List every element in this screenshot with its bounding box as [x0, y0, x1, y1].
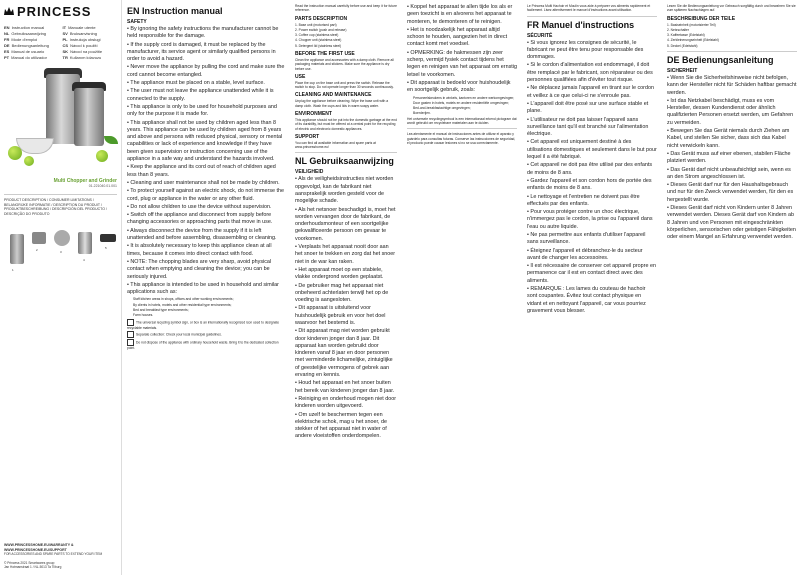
- language-code: NL: [4, 31, 10, 36]
- language-label: Bruksanvisning: [69, 31, 97, 36]
- language-code: TR: [62, 55, 68, 60]
- restriction-notice: PRODUCT DESCRIPTION / CONSUMER LIMITATIONS / BELANGRIJKE INFORMATIE / DESCRIPTION DU PRODUIT / PRODUKTBESCHREIBUNG / DESCRIPCIÓN DEL PRODUCTO / DESCRIÇÃO DO PRODUTO: [4, 194, 117, 216]
- leaf-icon: [104, 136, 118, 144]
- safety-item: • The appliance must be placed on a stable, level surface.: [127, 80, 285, 87]
- language-item: [63, 43, 118, 48]
- safety-item: • Houd het apparaat en het snoer buiten het bereik van kinderen jonger dan 8 jaar.: [295, 380, 397, 395]
- symbol-note: Do not dispose of the appliance with ordinary household waste. Bring it to the dedicated collection point.: [127, 340, 279, 350]
- nl-safety-list: [295, 176, 397, 440]
- language-item: [63, 49, 118, 54]
- nl-continued-column: [402, 0, 522, 575]
- part-item: 1. Basiseinheit (motorisierter Teil): [667, 22, 716, 27]
- usage-item: Farm houses.: [133, 313, 154, 318]
- parts-diagram: [4, 224, 117, 284]
- fr-heading: SÉCURITÉ: [527, 32, 553, 39]
- part-label: 5: [105, 246, 107, 251]
- recycle-icon: [127, 331, 134, 338]
- usage-item: By clients in hotels, motels and other residential type environments;: [133, 302, 232, 307]
- safety-item: • Éteignez l'appareil et débranchez-le du secteur avant de changer les accessoires.: [527, 248, 657, 263]
- safety-item: • Das Gerät darf nicht unbeaufsichtigt sein, wenn es an den Strom angeschlossen ist.: [667, 167, 797, 182]
- en-use-text: Place the cup on the base unit and press the switch. Release the switch to stop. Do not operate longer than 30 seconds continuously.: [295, 80, 394, 90]
- part-item: 3. Kaffeetasse (Edelstahl): [667, 33, 705, 38]
- safety-item: • Switch off the appliance and disconnect from supply before changing accessories or approaching parts that move in use.: [127, 212, 285, 227]
- safety-item: • De gebruiker mag het apparaat niet onbeheerd achterlaten terwijl het op de voeding is aangesloten.: [295, 283, 397, 305]
- safety-item: • L'appareil doit être posé sur une surface stable et plane.: [527, 101, 657, 116]
- en-title: EN Instruction manual: [127, 6, 223, 16]
- safety-item: • Do not allow children to use the device without supervision.: [127, 204, 285, 211]
- language-item: [63, 55, 118, 60]
- footer-address: Jan Hotmanstraat 1 / NL-5013 Ta Tilburg: [4, 564, 62, 569]
- language-code: EN: [4, 25, 10, 30]
- safety-item: • Le nettoyage et l'entretien ne doivent pas être effectués par des enfants.: [527, 194, 657, 209]
- usage-item: Door gasten in hotels, motels en andere residentiële omgevingen;: [413, 100, 510, 105]
- language-label: Manuale utente: [68, 25, 96, 30]
- safety-item: • Always disconnect the device from the supply if it is left unattended and before assembling, disassembling or cleaning.: [127, 228, 285, 243]
- language-code: FR: [4, 37, 10, 42]
- part-cup-icon: [32, 232, 46, 244]
- safety-item: • This appliance shall not be used by children aged less than 8 years. This appliance can be used by children aged from 8 years and above and persons with reduced physical, sensory or mental capabilities or lack of experience and knowledge if they have been given supervision or instruction concerning use of the appliance in a safe way and understand the hazards involved.: [127, 120, 285, 164]
- part-label: 4: [83, 258, 85, 263]
- safety-item: • L'utilisateur ne doit pas laisser l'appareil sans surveillance tant qu'il est branché sur l'alimentation électrique.: [527, 117, 657, 139]
- language-label: Manual de usuario: [11, 49, 45, 54]
- safety-item: • Ist das Netzkabel beschädigt, muss es vom Hersteller, dessen Kundendienst oder ähnlich qualifizierten Personen ersetzt werden, um Gefahren zu vermeiden.: [667, 98, 797, 127]
- language-label: Návod k použití: [70, 43, 98, 48]
- fr-intro-text: Le Princess Multi Hachoir et Moulin vous aide à préparer vos aliments rapidement et facilement. Lisez attentivement le manuel d'instructions avant utilisation.: [527, 4, 651, 13]
- part-item: 4. Zerkleinerungseinheit (Edelstahl): [667, 38, 719, 43]
- divider: [407, 128, 517, 129]
- language-code: PT: [4, 55, 10, 60]
- recycle-icon: [127, 339, 134, 346]
- safety-item: • Pour vous protéger contre un choc électrique, n'immergez pas le cordon, la prise ou l'appareil dans l'eau ou autre liquide.: [527, 209, 657, 231]
- cover-column: [0, 0, 122, 575]
- chopper-body-icon: [74, 88, 104, 146]
- safety-item: • REMARQUE : Les lames du couteau de hachoir sont coupantes. Évitez tout contact physique en vidant et en nettoyant l'appareil, car vous pourriez gravement vous blesser.: [527, 286, 657, 315]
- en-symbol-list: [127, 319, 285, 351]
- en-cleaning-heading: CLEANING AND MAINTENANCE: [295, 92, 372, 99]
- usage-item: Boerderijen.: [413, 111, 431, 116]
- symbol-note: Separate collection: Check your local municipal guidelines.: [127, 331, 285, 338]
- part-chopper-icon: [78, 232, 92, 254]
- safety-item: • If the supply cord is damaged, it must be replaced by the manufacturer, its service agent or similarly qualified persons in order to avoid a hazard.: [127, 42, 285, 64]
- fr-column: [522, 0, 662, 575]
- safety-item: • Das Gerät muss auf einer ebenen, stabilen Fläche platziert werden.: [667, 151, 797, 166]
- en-safety-list: [127, 26, 285, 296]
- safety-item: • Si vous ignorez les consignes de sécurité, le fabricant ne peut être tenu pour responsable des dommages.: [527, 40, 657, 62]
- safety-item: • Dieses Gerät darf nur für den Haushaltsgebrauch und nur für den Zweck verwendet werden, für den es hergestellt wurde.: [667, 182, 797, 204]
- safety-item: • Ne déplacez jamais l'appareil en tirant sur le cordon et veillez à ce que celui-ci ne s'enroule pas.: [527, 85, 657, 100]
- safety-item: • Het apparaat moet op een stabiele, vlakke ondergrond worden geplaatst.: [295, 267, 397, 282]
- safety-item: • It is absolutely necessary to keep this appliance clean at all times, because it comes into direct contact with food.: [127, 243, 285, 258]
- product-image: [4, 66, 117, 176]
- language-list: [4, 25, 117, 60]
- safety-item: • OPMERKING: de hakmessen zijn zeer scherp, vermijd fysiek contact tijdens het legen en reinigen van het apparaat om ernstig letsel te voorkomen.: [407, 50, 517, 79]
- language-item: [4, 55, 59, 60]
- language-code: CS: [62, 43, 69, 48]
- en-intro: Read the instruction manual carefully before use and keep it for future reference.: [295, 4, 397, 13]
- en-usage-list: [127, 297, 285, 317]
- safety-item: • Keep the appliance and its cord out of reach of children aged less than 8 years.: [127, 164, 285, 179]
- safety-item: • Gardez l'appareil et son cordon hors de portée des enfants de moins de 8 ans.: [527, 178, 657, 193]
- safety-item: • Si le cordon d'alimentation est endommagé, il doit être remplacé par le fabricant, son réparateur ou des personnes qualifiées afin d'éviter tout risque.: [527, 62, 657, 84]
- usage-item: Bed and breakfast type environments;: [133, 307, 189, 312]
- en-safety-heading: SAFETY: [127, 19, 147, 25]
- en-cleaning-text: Unplug the appliance before cleaning. Wipe the base unit with a damp cloth. Wash the cups and lids in warm soapy water.: [295, 99, 389, 108]
- language-item: [4, 37, 59, 42]
- part-item: 3. Coffee cup (stainless steel): [295, 33, 339, 38]
- part-item: 2. Power switch (push and release): [295, 27, 347, 32]
- part-item: 5. Deckel (Edelstahl): [667, 43, 698, 48]
- safety-item: • Dit apparaat is uitsluitend voor huishoudelijk gebruik en voor het doel waarvoor het bestemd is.: [295, 305, 397, 327]
- safety-item: • Bewegen Sie das Gerät niemals durch Ziehen am Kabel, und stellen Sie sicher, dass sich das Kabel nicht verwickeln kann.: [667, 128, 797, 150]
- language-code: PL: [62, 37, 68, 42]
- safety-item: • By ignoring the safety instructions the manufacturer cannot be held responsible for the damage.: [127, 26, 285, 41]
- safety-item: • Il est nécessaire de conserver cet appareil propre en permanence car il est en contact direct avec des aliments.: [527, 263, 657, 285]
- safety-item: • The user must not leave the appliance unattended while it is connected to the supply.: [127, 88, 285, 103]
- fr-safety-list: [527, 40, 657, 316]
- part-label: 1: [12, 268, 14, 273]
- language-label: Manual do utilizador: [11, 55, 47, 60]
- language-label: Návod na použitie: [70, 49, 103, 54]
- en-before-heading: BEFORE THE FIRST USE: [295, 50, 355, 57]
- language-item: [63, 31, 118, 36]
- language-label: Mode d'emploi: [11, 37, 38, 42]
- safety-item: • This appliance is only to be used for household purposes and only for the purpose it is made for.: [127, 104, 285, 119]
- nl-usage-list: [407, 96, 517, 116]
- safety-item: • NOTE: The chopping blades are very sharp, avoid physical contact when emptying and cleaning the device; you can be seriously injured.: [127, 259, 285, 281]
- language-item: [4, 43, 59, 48]
- language-label: Kullanım kılavuzu: [69, 55, 102, 60]
- safety-item: • This appliance is intended to be used in household and similar applications such as:: [127, 282, 285, 297]
- part-item: 1. Base unit (motorised part): [295, 22, 337, 27]
- safety-item: • Als het netsnoer beschadigd is, moet het worden vervangen door de fabrikant, de onderhoudsmonteur of een soortgelijke gekwalificeerde persoon om gevaar te voorkomen.: [295, 207, 397, 243]
- de-title: DE Bedienungsanleitung: [667, 54, 774, 65]
- part-lid-icon: [100, 234, 116, 242]
- en-continued-column: [290, 0, 402, 575]
- safety-item: • To protect yourself against an electric shock, do not immerse the cord, plug or appliance in the water or any other fluid.: [127, 188, 285, 203]
- language-label: Instruction manual: [11, 25, 45, 30]
- fr-title: FR Manuel d'instructions: [527, 19, 635, 30]
- language-label: Gebruiksaanwijzing: [11, 31, 47, 36]
- safety-item: • Cet appareil est uniquement destiné à des utilisations domestiques et seulement dans le but pour lequel il a été fabriqué.: [527, 139, 657, 161]
- language-item: [4, 49, 59, 54]
- language-label: Instrukcja obsługi: [69, 37, 101, 42]
- language-item: [4, 25, 59, 30]
- nl-recycling-text: Het universele recyclingsymbool is een internationaal erkend pictogram dat wordt gebruikt om recyclebare materialen aan te duiden.: [407, 116, 517, 125]
- safety-item: • Dit apparaat mag niet worden gebruikt door kinderen jonger dan 8 jaar. Dit apparaat kan worden gebruikt door kinderen vanaf 8 jaar en door personen met verminderde lichamelijke, zintuiglijke of geestelijke vermogens of gebrek aan ervaring en kennis.: [295, 328, 397, 379]
- de-safety-list: [667, 75, 797, 242]
- en-env-heading: ENVIRONMENT: [295, 110, 332, 117]
- symbol-note: The universal recycling symbol sign, or box is an internationally recognized icon used to designate recyclable materials.: [127, 319, 280, 330]
- language-code: ES: [4, 49, 10, 54]
- usage-item: Staff kitchen areas in shops, offices and other working environments;: [133, 297, 234, 302]
- en-parts-list: [295, 23, 397, 48]
- language-label: Bedienungsanleitung: [11, 43, 49, 48]
- de-parts-heading: BESCHREIBUNG DER TEILE: [667, 15, 736, 22]
- lime-icon: [96, 150, 108, 162]
- safety-item: • Om uzelf te beschermen tegen een elektrische schok, mag u het snoer, de stekker of het apparaat niet in water of andere vloeistoffen onderdompelen.: [295, 412, 397, 441]
- divider: [667, 51, 797, 52]
- brand-name: PRINCESS: [17, 4, 92, 19]
- en-column: [122, 0, 290, 575]
- product-model: 01.221040.01.001: [88, 184, 117, 188]
- language-code: SK: [62, 49, 69, 54]
- en-parts-heading: PARTS DESCRIPTION: [295, 15, 348, 22]
- nl-heading: VEILIGHEID: [295, 169, 324, 176]
- language-code: IT: [62, 25, 67, 30]
- part-label: 2: [36, 248, 38, 253]
- part-item: 4. Chopper unit (stainless steel): [295, 38, 342, 43]
- language-item: [63, 25, 118, 30]
- language-item: [63, 37, 118, 42]
- brand-logo: [4, 4, 117, 19]
- part-item: 2. Netzschalter: [667, 27, 689, 32]
- safety-item: • Dieses Gerät darf nicht von Kindern unter 8 Jahren verwendet werden. Dieses Gerät darf von Kindern ab 8 Jahren und von Personen mit eingeschränkten körperlichen, sensorischen oder geistigen Fähigkeiten oder einem Mangel an Erfahrung verwendet werden.: [667, 205, 797, 241]
- language-code: DE: [4, 43, 10, 48]
- nl-safety-list-continued: [407, 4, 517, 95]
- nl-title: NL Gebruiksaanwijzing: [295, 156, 394, 167]
- safety-item: • Verplaats het apparaat nooit door aan het snoer te trekken en zorg dat het snoer niet in de war kan raken.: [295, 244, 397, 266]
- en-use-heading: USE: [295, 73, 306, 80]
- de-heading: SICHERHEIT: [667, 67, 698, 74]
- part-label: 3: [60, 250, 62, 255]
- safety-item: • Wenn Sie die Sicherheitshinweise nicht befolgen, kann der Hersteller nicht für Schäden haftbar gemacht werden.: [667, 75, 797, 97]
- en-support-heading: SUPPORT: [295, 133, 320, 140]
- divider: [527, 16, 657, 17]
- safety-item: • Koppel het apparaat te allen tijde los als er geen toezicht is en alvorens het apparaat te monteren, te demonteren of te reinigen.: [407, 4, 517, 26]
- en-support-text: You can find all available information and spare parts at www.princesshome.eu!: [295, 140, 376, 150]
- language-item: [4, 31, 59, 36]
- safety-item: • Cet appareil ne doit pas être utilisé par des enfants de moins de 8 ans.: [527, 162, 657, 177]
- crown-icon: [4, 7, 14, 16]
- part-item: 5. Detergent lid (stainless steel): [295, 43, 342, 48]
- de-intro-text: Lesen Sie die Bedienungsanleitung vor Gebrauch sorgfältig durch und bewahren Sie sie zum späteren Nachschlagen auf.: [667, 4, 796, 13]
- safety-item: • Als de veiligheidsinstructies niet worden opgevolgd, kan de fabrikant niet aansprakelijk worden gesteld voor de mogelijke schade.: [295, 176, 397, 205]
- de-column: [662, 0, 802, 575]
- en-env-text: This appliance should not be put into the domestic garbage at the end of its durability, but must be offered at a central point for the recycling of electric and electronic domestic appliances.: [295, 117, 397, 131]
- lime-icon: [24, 156, 34, 166]
- part-blade-icon: [54, 230, 70, 246]
- usage-item: Personeelskeukens in winkels, kantoren en andere werkomgevingen;: [413, 95, 515, 100]
- safety-item: • Ne pas permettre aux enfants d'utiliser l'appareil sans surveillance.: [527, 232, 657, 247]
- recycle-icon: [127, 319, 134, 326]
- en-before-text: Clean the appliance and accessories with a damp cloth. Remove all packaging materials and stickers. Make sure the appliance is dry before use.: [295, 57, 394, 71]
- footer-note: FOR ACCESSORIES AND SPARE PARTS TO EXTEND YOUR ITEM: [4, 552, 103, 557]
- footer-url: WWW.PRINCESSHOME.EU/WARRANTY & WWW.PRINCESSHOME.EU/SUPPORT: [4, 543, 74, 552]
- footer-copyright: © Princess 2021 Smartwares group: [4, 560, 55, 565]
- divider: [295, 152, 397, 153]
- product-name: Multi Chopper and Grinder: [53, 178, 117, 184]
- safety-item: • Dit apparaat is bedoeld voor huishoudelijk en soortgelijk gebruik, zoals:: [407, 80, 517, 95]
- safety-item: • Never move the appliance by pulling the cord and make sure the cord cannot become entangled.: [127, 64, 285, 79]
- safety-item: • Cleaning and user maintenance shall not be made by children.: [127, 180, 285, 187]
- lime-icon: [8, 146, 22, 160]
- language-code: SV: [62, 31, 68, 36]
- de-parts-list: [667, 23, 797, 48]
- cover-footer: [4, 543, 117, 569]
- safety-item: • Reiniging en onderhoud mogen niet door kinderen worden uitgevoerd.: [295, 396, 397, 411]
- es-intro-text: Lea atentamente el manual de instrucciones antes de utilizar el aparato y guárdelo para consultas futuras. Conserve las instrucciones de seguridad, el producto puede causar lesiones si no se usa correctamente.: [407, 132, 516, 145]
- part-base-icon: [10, 234, 24, 264]
- usage-item: Bed-and-breakfastachtige omgevingen;: [413, 106, 471, 111]
- safety-item: • Het is noodzakelijk het apparaat altijd schoon te houden, aangezien het in direct contact komt met voedsel.: [407, 27, 517, 49]
